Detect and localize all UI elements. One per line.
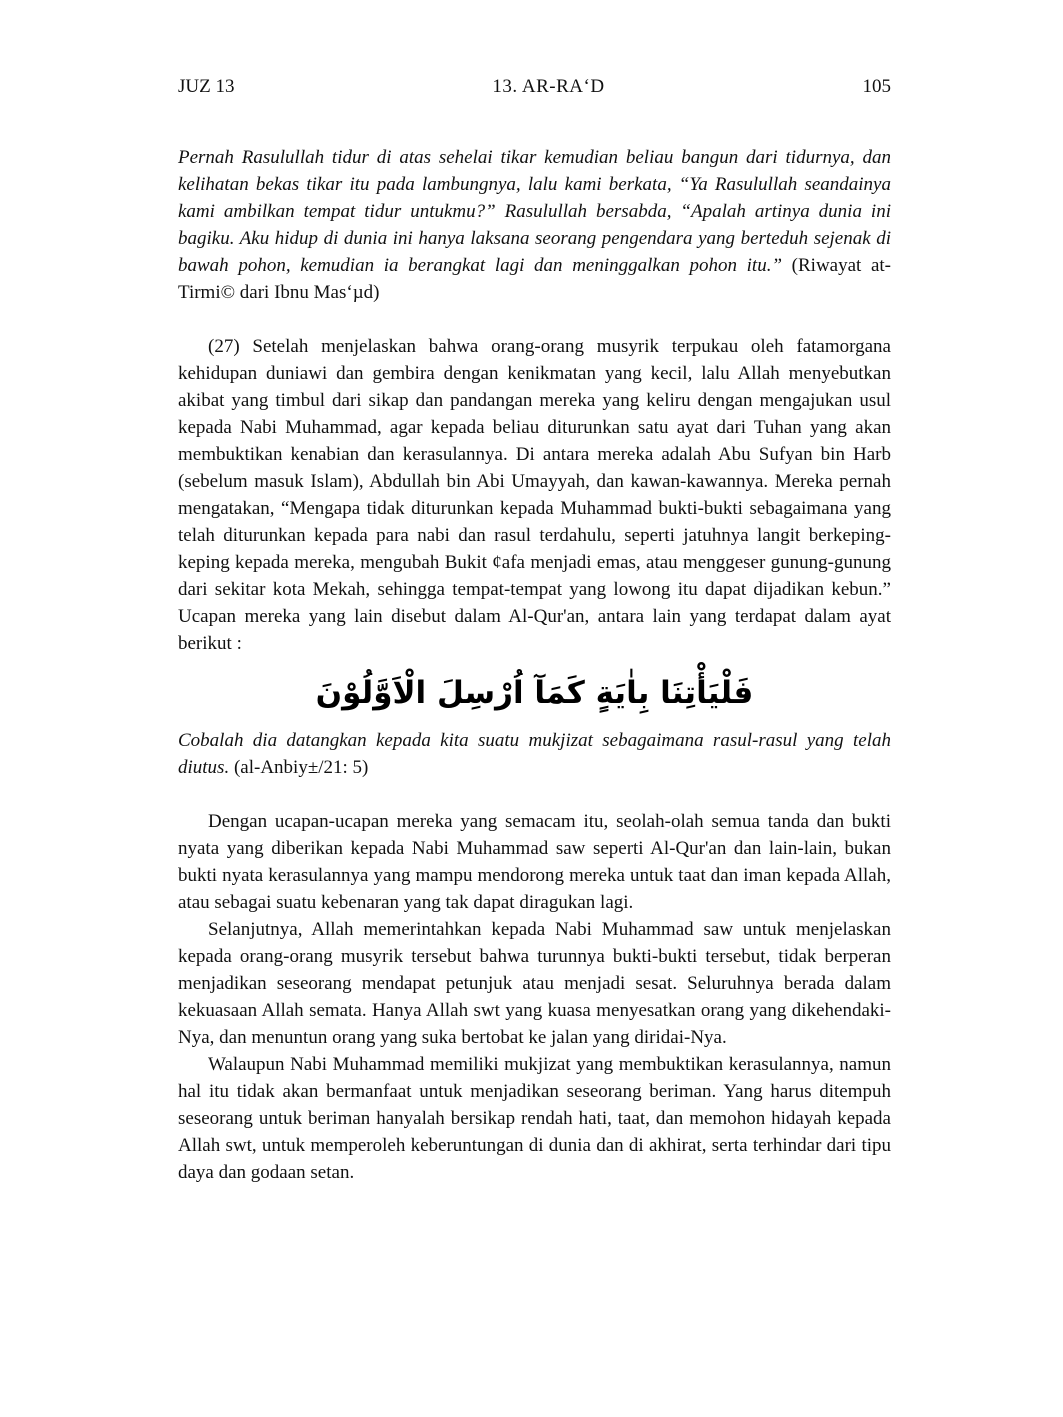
page-body	[178, 144, 891, 1186]
hadith-citation: (Riwayat at-Tirmi© dari Ibnu Mas‘µd)	[178, 255, 892, 303]
verse-citation: (al-Anbiy±/21: 5)	[233, 757, 369, 778]
hadith-paragraph	[178, 144, 891, 306]
juz-label: JUZ 13	[178, 76, 235, 97]
arabic-verse: فَلْيَأْتِنَا بِاٰيَةٍ كَمَآ اُرْسِلَ الْاَوَّلُوْنَ	[315, 675, 754, 711]
hadith-text: Pernah Rasulullah tidur di atas sehelai tikar kemudian beliau bangun dari tidurnya, dan kelihatan bekas tikar itu pada lambungnya, lalu kami berkata, “Ya Rasulullah seandainya kami ambilkan tempat tidur untukmu?” Rasulullah bersabda, “Apalah artinya dunia ini bagiku. Aku hidup di dunia ini hanya laksana seorang pengendara yang berteduh sejenak di bawah pohon, kemudian ia berangkat lagi dan meninggalkan pohon itu.”	[178, 147, 891, 276]
paragraph-dengan-ucapan: Dengan ucapan-ucapan mereka yang semacam itu, seolah-olah semua tanda dan bukti nyata yang diberikan kepada Nabi Muhammad saw seperti Al-Qur'an dan lain-lain, bukan bukti nyata kerasulannya yang mampu mendorong mereka untuk taat dan iman kepada Allah, atau sebagai suatu kebenaran yang tak dapat diragukan lagi.	[178, 811, 891, 913]
page-header	[178, 76, 891, 98]
paragraph-walaupun: Walaupun Nabi Muhammad memiliki mukjizat yang membuktikan kerasulannya, namun hal itu tidak akan bermanfaat untuk menjadikan seseorang beriman. Yang harus ditempuh seseorang untuk beriman hanyalah bersikap rendah hati, taat, dan memohon hidayah kepada Allah swt, untuk memperoleh keberuntungan di dunia dan di akhirat, serta terhindar dari tipu daya dan godaan setan.	[178, 1054, 891, 1183]
page-number: 105	[862, 76, 891, 97]
paragraph-selanjutnya: Selanjutnya, Allah memerintahkan kepada Nabi Muhammad saw untuk menjelaskan kepada orang-orang musyrik tersebut bahwa turunnya bukti-bukti tersebut, tidak berperan menjadikan seseorang mendapat petunjuk atau menjadi sesat. Seluruhnya berada dalam kekuasaan Allah semata. Hanya Allah swt yang kuasa menyesatkan orang yang dikehendaki-Nya, dan menuntun orang yang suka bertobat ke jalan yang diridai-Nya.	[178, 919, 891, 1048]
verse-translation-paragraph	[178, 727, 891, 781]
surah-title: 13. AR-RA‘D	[492, 76, 605, 97]
paragraph-27: (27) Setelah menjelaskan bahwa orang-orang musyrik terpukau oleh fatamorgana kehidupan duniawi dan gembira dengan kenikmatan yang kecil, lalu Allah menyebutkan akibat yang timbul dari sikap dan pandangan mereka yang keliru dengan mengajukan usul kepada Nabi Muhammad, agar kepada beliau diturunkan satu ayat dari Tuhan yang akan membuktikan kenabian dan kerasulannya. Di antara mereka adalah Abu Sufyan bin Harb (sebelum masuk Islam), Abdullah bin Abi Umayyah, dan kawan-kawannya. Mereka pernah mengatakan, “Mengapa tidak diturunkan kepada Muhammad bukti-bukti sebagaimana yang telah diturunkan kepada para nabi dan rasul terdahulu, seperti jatuhnya langit berkeping-keping kepada mereka, mengubah Bukit ¢afa menjadi emas, atau menggeser gunung-gunung dari sekitar kota Mekah, sehingga tempat-tempat yang lowong itu dapat dijadikan kebun.” Ucapan mereka yang lain disebut dalam Al-Qur'an, antara lain yang terdapat dalam ayat berikut :	[178, 336, 891, 654]
verse-translation: Cobalah dia datangkan kepada kita suatu mukjizat sebagaimana rasul-rasul yang telah diutus.	[178, 730, 891, 778]
